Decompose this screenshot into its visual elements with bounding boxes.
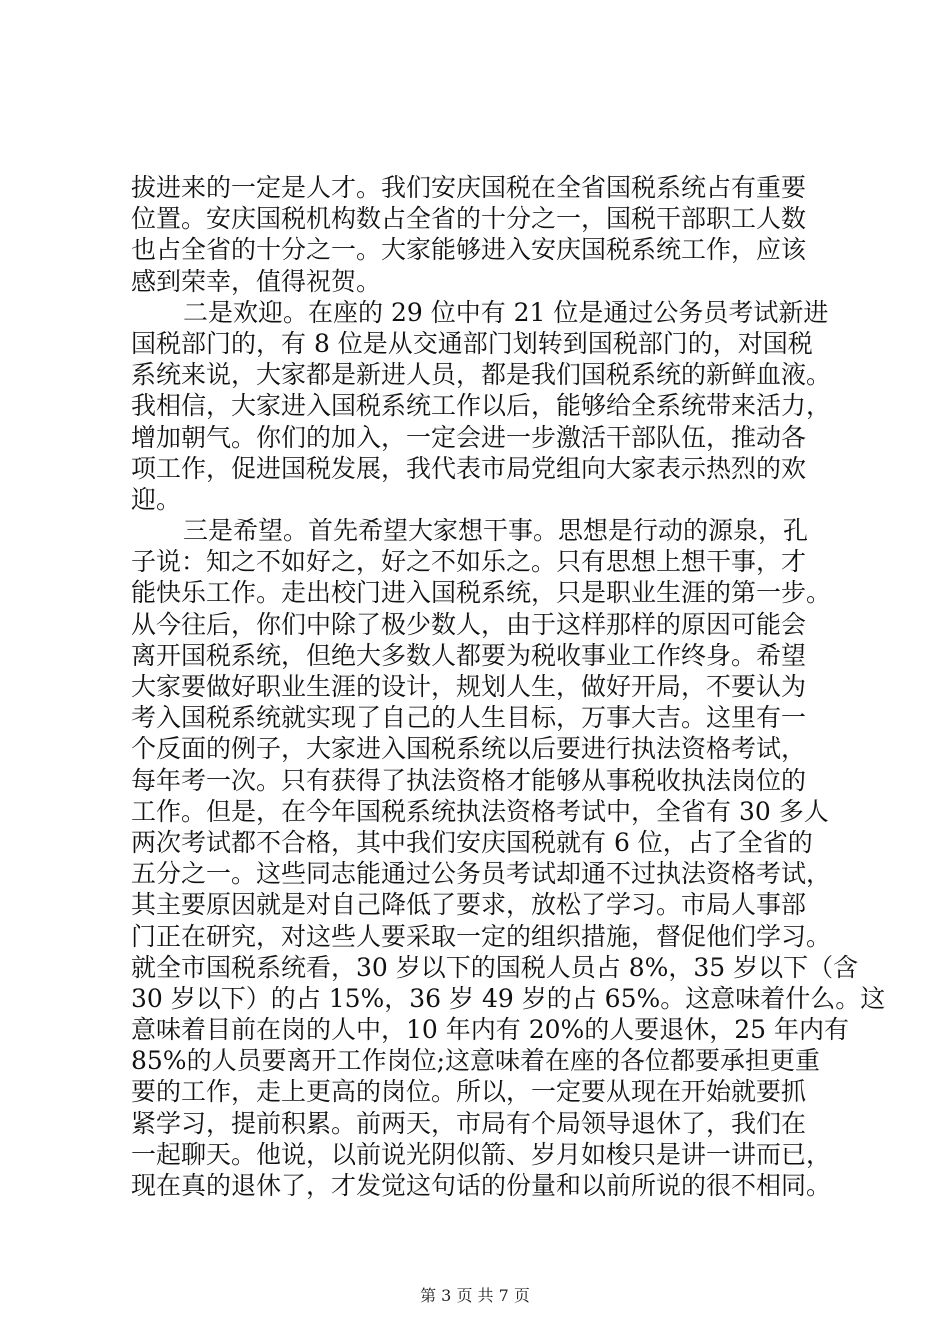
body-text <box>131 172 886 1201</box>
text-line: 一起聊天。他说，以前说光阴似箭、岁月如梭只是讲一讲而已， <box>131 1139 832 1169</box>
text-line: 项工作，促进国税发展，我代表市局党组向大家表示热烈的欢 <box>131 453 807 483</box>
text-line: 每年考一次。只有获得了执法资格才能够从事税收执法岗位的 <box>131 765 807 795</box>
text-line: 考入国税系统就实现了自己的人生目标，万事大吉。这里有一 <box>131 703 807 733</box>
text-line: 要的工作，走上更高的岗位。所以，一定要从现在开始就要抓 <box>131 1077 807 1107</box>
text-line: 迎。 <box>131 484 182 514</box>
text-line: 国税部门的，有 8 位是从交通部门划转到国税部门的，对国税 <box>131 328 813 358</box>
text-line: 两次考试都不合格，其中我们安庆国税就有 6 位，占了全省的 <box>131 827 813 857</box>
text-line: 工作。但是，在今年国税系统执法资格考试中，全省有 30 多人 <box>131 796 829 826</box>
text-line: 其主要原因就是对自己降低了要求，放松了学习。市局人事部 <box>131 890 807 920</box>
paragraph-first-line: 三是希望。首先希望大家想干事。思想是行动的源泉，孔 <box>183 516 809 546</box>
text-line: 位置。安庆国税机构数占全省的十分之一，国税干部职工人数 <box>131 204 807 234</box>
text-line: 紧学习，提前积累。前两天，市局有个局领导退休了，我们在 <box>131 1108 807 1138</box>
text-line: 系统来说，大家都是新进人员，都是我们国税系统的新鲜血液。 <box>131 360 832 390</box>
text-line: 子说：知之不如好之，好之不如乐之。只有思想上想干事，才 <box>131 547 807 577</box>
text-line: 大家要做好职业生涯的设计，规划人生，做好开局，不要认为 <box>131 672 807 701</box>
text-line: 拔进来的一定是人才。我们安庆国税在全省国税系统占有重要 <box>131 173 807 202</box>
text-line: 现在真的退休了，才发觉这句话的份量和以前所说的很不相同。 <box>131 1171 832 1200</box>
text-line: 意味着目前在岗的人中，10 年内有 20%的人要退休，25 年内有 <box>131 1015 850 1045</box>
text-line: 就全市国税系统看，30 岁以下的国税人员占 8%，35 岁以下（含 <box>131 952 859 982</box>
text-line: 85%的人员要离开工作岗位;这意味着在座的各位都要承担更重 <box>131 1046 820 1076</box>
paragraph-first-line: 二是欢迎。在座的 29 位中有 21 位是通过公务员考试新进 <box>183 297 829 327</box>
text-line: 30 岁以下）的占 15%，36 岁 49 岁的占 65%。这意味着什么。这 <box>131 983 886 1013</box>
text-line: 从今往后，你们中除了极少数人，由于这样那样的原因可能会 <box>131 609 807 639</box>
text-line: 感到荣幸，值得祝贺。 <box>131 266 382 296</box>
text-line: 五分之一。这些同志能通过公务员考试却通不过执法资格考试， <box>131 859 832 889</box>
text-line: 我相信，大家进入国税系统工作以后，能够给全系统带来活力， <box>131 391 832 421</box>
text-line: 能快乐工作。走出校门进入国税系统，只是职业生涯的第一步。 <box>131 578 832 608</box>
text-line: 门正在研究，对这些人要采取一定的组织措施，督促他们学习。 <box>131 921 832 951</box>
text-line: 个反面的例子，大家进入国税系统以后要进行执法资格考试， <box>131 734 807 764</box>
page-footer: 第 3 页 共 7 页 <box>420 1286 530 1305</box>
text-line: 也占全省的十分之一。大家能够进入安庆国税系统工作，应该 <box>131 235 807 265</box>
text-line: 增加朝气。你们的加入，一定会进一步激活干部队伍，推动各 <box>131 422 807 452</box>
text-line: 离开国税系统，但绝大多数人都要为税收事业工作终身。希望 <box>131 640 807 670</box>
